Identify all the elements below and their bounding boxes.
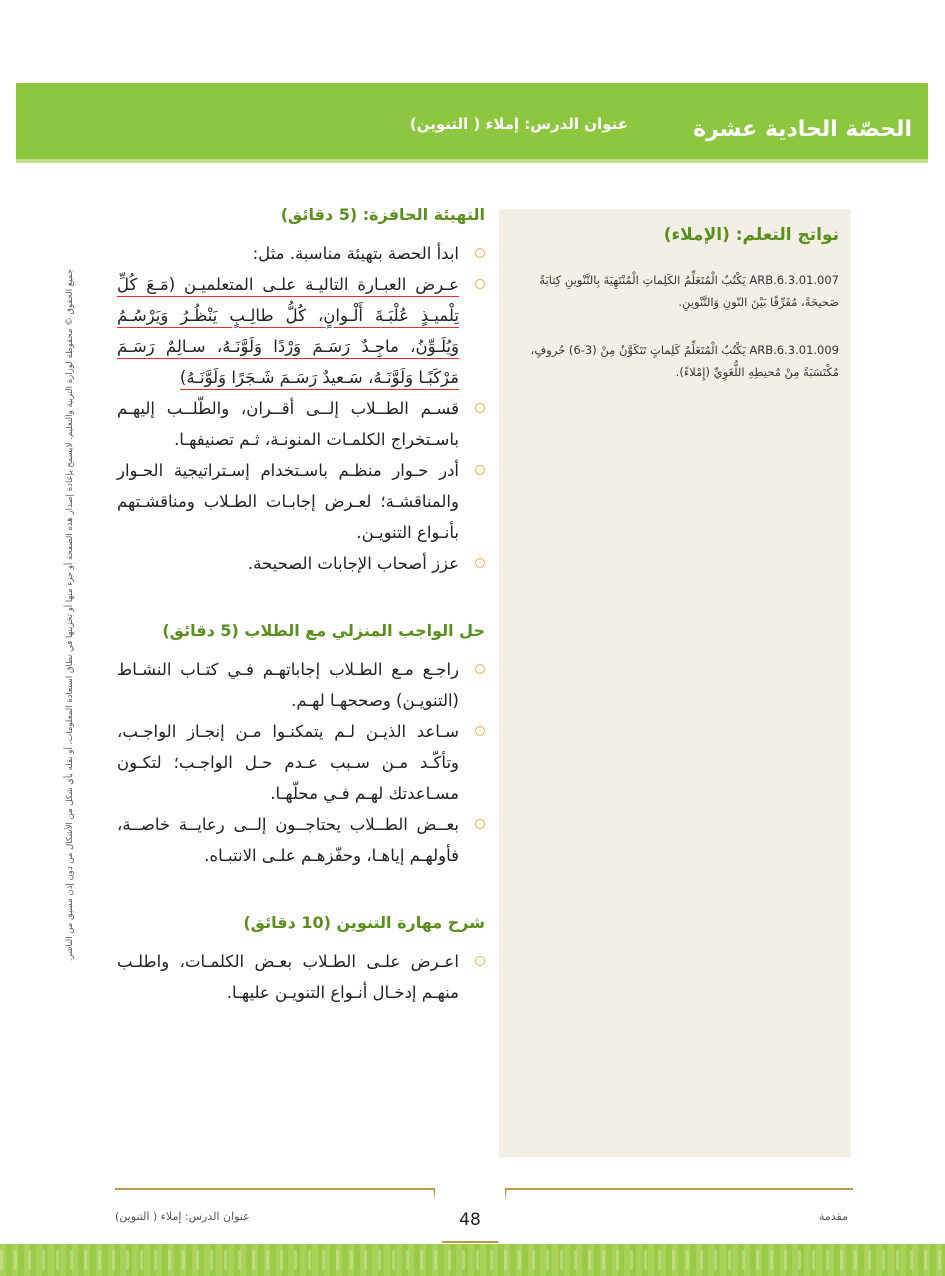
footer-divider — [505, 1188, 853, 1190]
list-item: بعــض الطــلاب يحتاجــون إلــى رعايــة خاصــة، فأولهـم إياهـا، وحفّزهـم علـى الانتبـاه. — [117, 809, 485, 871]
section-title-explanation: شرح مهارة التنوين (10 دقائق) — [243, 913, 485, 932]
list-item: راجـع مـع الطـلاب إجاباتهـم فـي كتـاب النشـاط (التنويـن) وصححهـا لهـم. — [117, 654, 485, 716]
bullet-icon — [475, 248, 485, 258]
page-header — [16, 83, 928, 159]
copyright-note — [60, 190, 80, 1040]
warmup-list — [117, 238, 485, 579]
session-title: الحصّة الحادية عشرة — [693, 117, 912, 142]
copyright-text: جميع الحقوق © محفوظة لوزارة التربية والتعليم. لايسمح بإعادة إصدار هذه الصفحة أو جزء منها أو تخزينها في نطاق استعادة المعلومات، أو نقله بأي شكل من الأشكال من دون إذن مسبق من الناشر. — [65, 268, 75, 962]
list-item: سـاعد الذيـن لـم يتمكنـوا مـن إنجـاز الواجـب، وتأكّـد مـن سـبب عـدم حـل الواجـب؛ لتكـون مسـاعدتك لهـم فـي محلّهـا. — [117, 716, 485, 809]
bullet-icon — [475, 819, 485, 829]
bullet-icon — [475, 279, 485, 289]
footer-lesson-title: عنوان الدرس: إملاء ( التنوين) — [115, 1210, 250, 1223]
list-item — [117, 269, 485, 393]
lesson-title: عنوان الدرس: إملاء ( التنوين) — [409, 115, 628, 133]
example-sentence: عـرض العبـارة التاليـة علـى المتعلميـن (مَـعَ كُلِّ تِلْميـذٍ عُلْبَـةَ أَلْـوانٍ، كُلُّ طالِـبٍ يَنْظُـرُ وَيَرْسُـمُ وَيُلَـوِّنُ، ماجِـدٌ رَسَـمَ وَرْدًا وَلَوَّنَـهُ، سـالِمٌ رَسَـمَ مَرْكَبًـا وَلَوَّنَـهُ، سَـعيدٌ رَسَـمَ شَـجَرًا وَلَوَّنَـهُ) — [117, 275, 459, 387]
outcome-item: ARB.6.3.01.009 يَكْتُبُ الْمُتَعَلِّمُ كَلِماتٍ تَتَكَوَّنُ مِنْ (3-6) حُروفٍ، مُكْتَسَبَةً مِنْ مُحيطِهِ اللُّغَوِيِّ (إِمْلاءً). — [530, 343, 839, 379]
explanation-list — [117, 946, 485, 1008]
bullet-icon — [475, 558, 485, 568]
list-item: اعـرض علـى الطـلاب بعـض الكلمـات، واطلـب منهـم إدخـال أنـواع التنويـن عليهـا. — [117, 946, 485, 1008]
bullet-icon — [475, 726, 485, 736]
list-item: قسـم الطــلاب إلــى أقــران، والطّلــب إليهـم باسـتخراج الكلمـات المنونـة، ثـم تصنيفهـا. — [117, 393, 485, 455]
bullet-icon — [475, 664, 485, 674]
outcomes-title: نواتج التعلم: (الإملاء) — [663, 225, 839, 245]
footer-divider — [115, 1188, 435, 1190]
decorative-pattern — [0, 1250, 945, 1270]
list-item: أدر حـوار منظـم باسـتخدام إسـتراتيجية الحـوار والمناقشـة؛ لعـرض إجابـات الطـلاب ومناقشـتهم بأنـواع التنويـن. — [117, 455, 485, 548]
outcome-item: ARB.6.3.01.007 يَكْتُبُ الْمُتَعَلِّمُ الكَلِماتِ الْمُنْتَهِيَةَ بِالتَّنْوينِ كِتابَةً صَحيحَةً، مُفَرِّقًا بَيْنَ النّونِ وَالتَّنْوينِ. — [539, 273, 839, 309]
homework-list — [117, 654, 485, 871]
list-item: ابدأ الحصة بتهيئة مناسبة. مثل: — [117, 238, 485, 269]
footer-section-name: مقدمة — [818, 1210, 848, 1223]
header-stripe — [16, 159, 928, 163]
list-item: عزز أصحاب الإجابات الصحيحة. — [117, 548, 485, 579]
bullet-icon — [475, 465, 485, 475]
learning-outcomes-panel — [499, 209, 851, 1157]
bullet-icon — [475, 956, 485, 966]
section-title-warmup: التهيئة الحافزة: (5 دقائق) — [280, 205, 485, 224]
section-title-homework: حل الواجب المنزلي مع الطلاب (5 دقائق) — [162, 621, 485, 640]
lesson-steps — [117, 205, 485, 1028]
page-number: 48 — [459, 1210, 481, 1230]
bullet-icon — [475, 403, 485, 413]
